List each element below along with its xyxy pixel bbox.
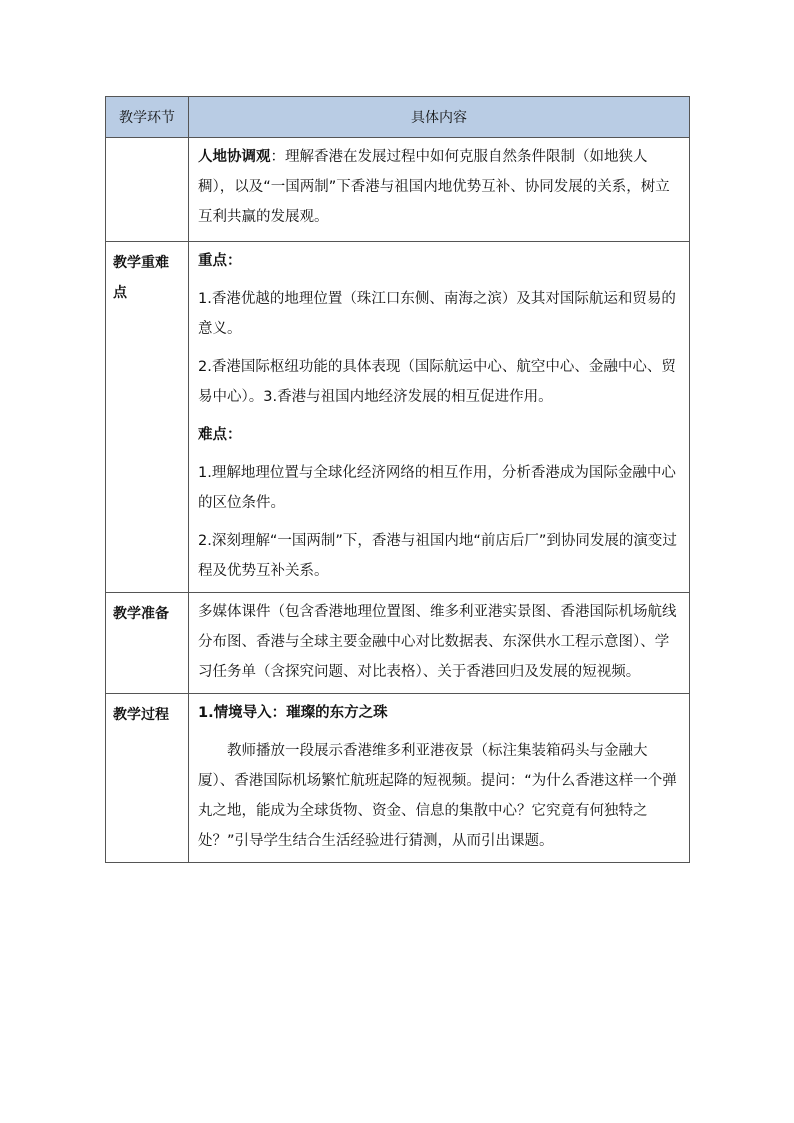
table-row (106, 138, 690, 242)
difficult-point-1: 1.理解地理位置与全球化经济网络的相互作用，分析香港成为国际金融中心的区位条件。 (198, 465, 676, 511)
human-land-text: ：理解香港在发展过程中如何克服自然条件限制（如地狭人稠），以及“一国两制”下香港与祖国内地优势互补、协同发展的关系，树立互利共赢的发展观。 (198, 149, 670, 225)
table-row (106, 593, 690, 694)
row-content-human-land (189, 138, 690, 242)
preparation-text: 多媒体课件（包含香港地理位置图、维多利亚港实景图、香港国际机场航线分布图、香港与全球主要金融中心对比数据表、东深供水工程示意图）、学习任务单（含探究问题、对比表格）、关于香港回归及发展的短视频。 (198, 604, 677, 680)
table-header-row (106, 97, 690, 138)
row-label-preparation: 教学准备 (106, 593, 189, 694)
table-row (106, 694, 690, 863)
process-step-heading: 1.情境导入：璀璨的东方之珠 (198, 705, 388, 721)
key-points-heading: 重点： (198, 253, 242, 269)
process-step-text: 教师播放一段展示香港维多利亚港夜景（标注集装箱码头与金融大厦）、香港国际机场繁忙航班起降的短视频。提问：“为什么香港这样一个弹丸之地，能成为全球货物、资金、信息的集散中心？它究竟有何独特之处？”引导学生结合生活经验进行猜测，从而引出课题。 (198, 743, 677, 849)
header-teaching-stage: 教学环节 (106, 97, 189, 138)
header-specific-content: 具体内容 (189, 97, 690, 138)
human-land-heading: 人地协调观 (198, 149, 271, 165)
row-content-preparation (189, 593, 690, 694)
row-label-empty (106, 138, 189, 242)
lesson-plan-table (105, 96, 690, 863)
key-point-2: 2.香港国际枢纽功能的具体表现（国际航运中心、航空中心、金融中心、贸易中心）。3.香港与祖国内地经济发展的相互促进作用。 (198, 359, 676, 405)
row-content-key-difficult (189, 242, 690, 593)
table-row (106, 242, 690, 593)
row-label-process: 教学过程 (106, 694, 189, 863)
difficult-point-2: 2.深刻理解“一国两制”下，香港与祖国内地“前店后厂”到协同发展的演变过程及优势互补关系。 (198, 533, 677, 579)
difficult-points-heading: 难点： (198, 427, 242, 443)
key-point-1: 1.香港优越的地理位置（珠江口东侧、南海之滨）及其对国际航运和贸易的意义。 (198, 291, 676, 337)
row-content-process (189, 694, 690, 863)
row-label-key-difficult: 教学重难点 (106, 242, 189, 593)
